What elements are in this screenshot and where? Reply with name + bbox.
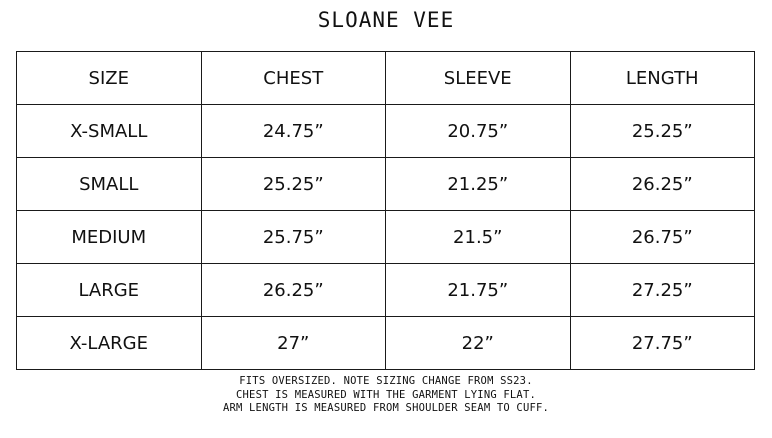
fit-note-line: CHEST IS MEASURED WITH THE GARMENT LYING FLAT.	[236, 388, 536, 401]
sleeve-cell: 21.75”	[386, 264, 571, 317]
chest-cell: 25.75”	[201, 211, 386, 264]
sleeve-cell: 21.25”	[386, 158, 571, 211]
table-header-row	[17, 52, 755, 105]
column-header-sleeve: SLEEVE	[386, 52, 571, 105]
chest-cell: 26.25”	[201, 264, 386, 317]
chest-cell: 24.75”	[201, 105, 386, 158]
table-row	[17, 105, 755, 158]
sleeve-cell: 20.75”	[386, 105, 571, 158]
length-cell: 26.25”	[570, 158, 755, 211]
table-row	[17, 158, 755, 211]
chest-cell: 27”	[201, 317, 386, 370]
table-row	[17, 211, 755, 264]
size-cell: LARGE	[17, 264, 202, 317]
size-cell: SMALL	[17, 158, 202, 211]
sleeve-cell: 21.5”	[386, 211, 571, 264]
column-header-size: SIZE	[17, 52, 202, 105]
table-row	[17, 317, 755, 370]
page-title: SLOANE VEE	[317, 8, 455, 32]
length-cell: 27.75”	[570, 317, 755, 370]
fit-notes	[0, 375, 772, 416]
sleeve-cell: 22”	[386, 317, 571, 370]
size-chart-table	[16, 51, 755, 370]
fit-note-line: ARM LENGTH IS MEASURED FROM SHOULDER SEAM TO CUFF.	[222, 402, 550, 414]
size-cell: MEDIUM	[17, 211, 202, 264]
column-header-chest: CHEST	[201, 52, 386, 105]
chest-cell: 25.25”	[201, 158, 386, 211]
length-cell: 27.25”	[570, 264, 755, 317]
size-cell: X-SMALL	[17, 105, 202, 158]
size-cell: X-LARGE	[17, 317, 202, 370]
fit-note-line: FITS OVERSIZED. NOTE SIZING CHANGE FROM SS23.	[239, 375, 533, 387]
table-row	[17, 264, 755, 317]
column-header-length: LENGTH	[570, 52, 755, 105]
length-cell: 26.75”	[570, 211, 755, 264]
length-cell: 25.25”	[570, 105, 755, 158]
